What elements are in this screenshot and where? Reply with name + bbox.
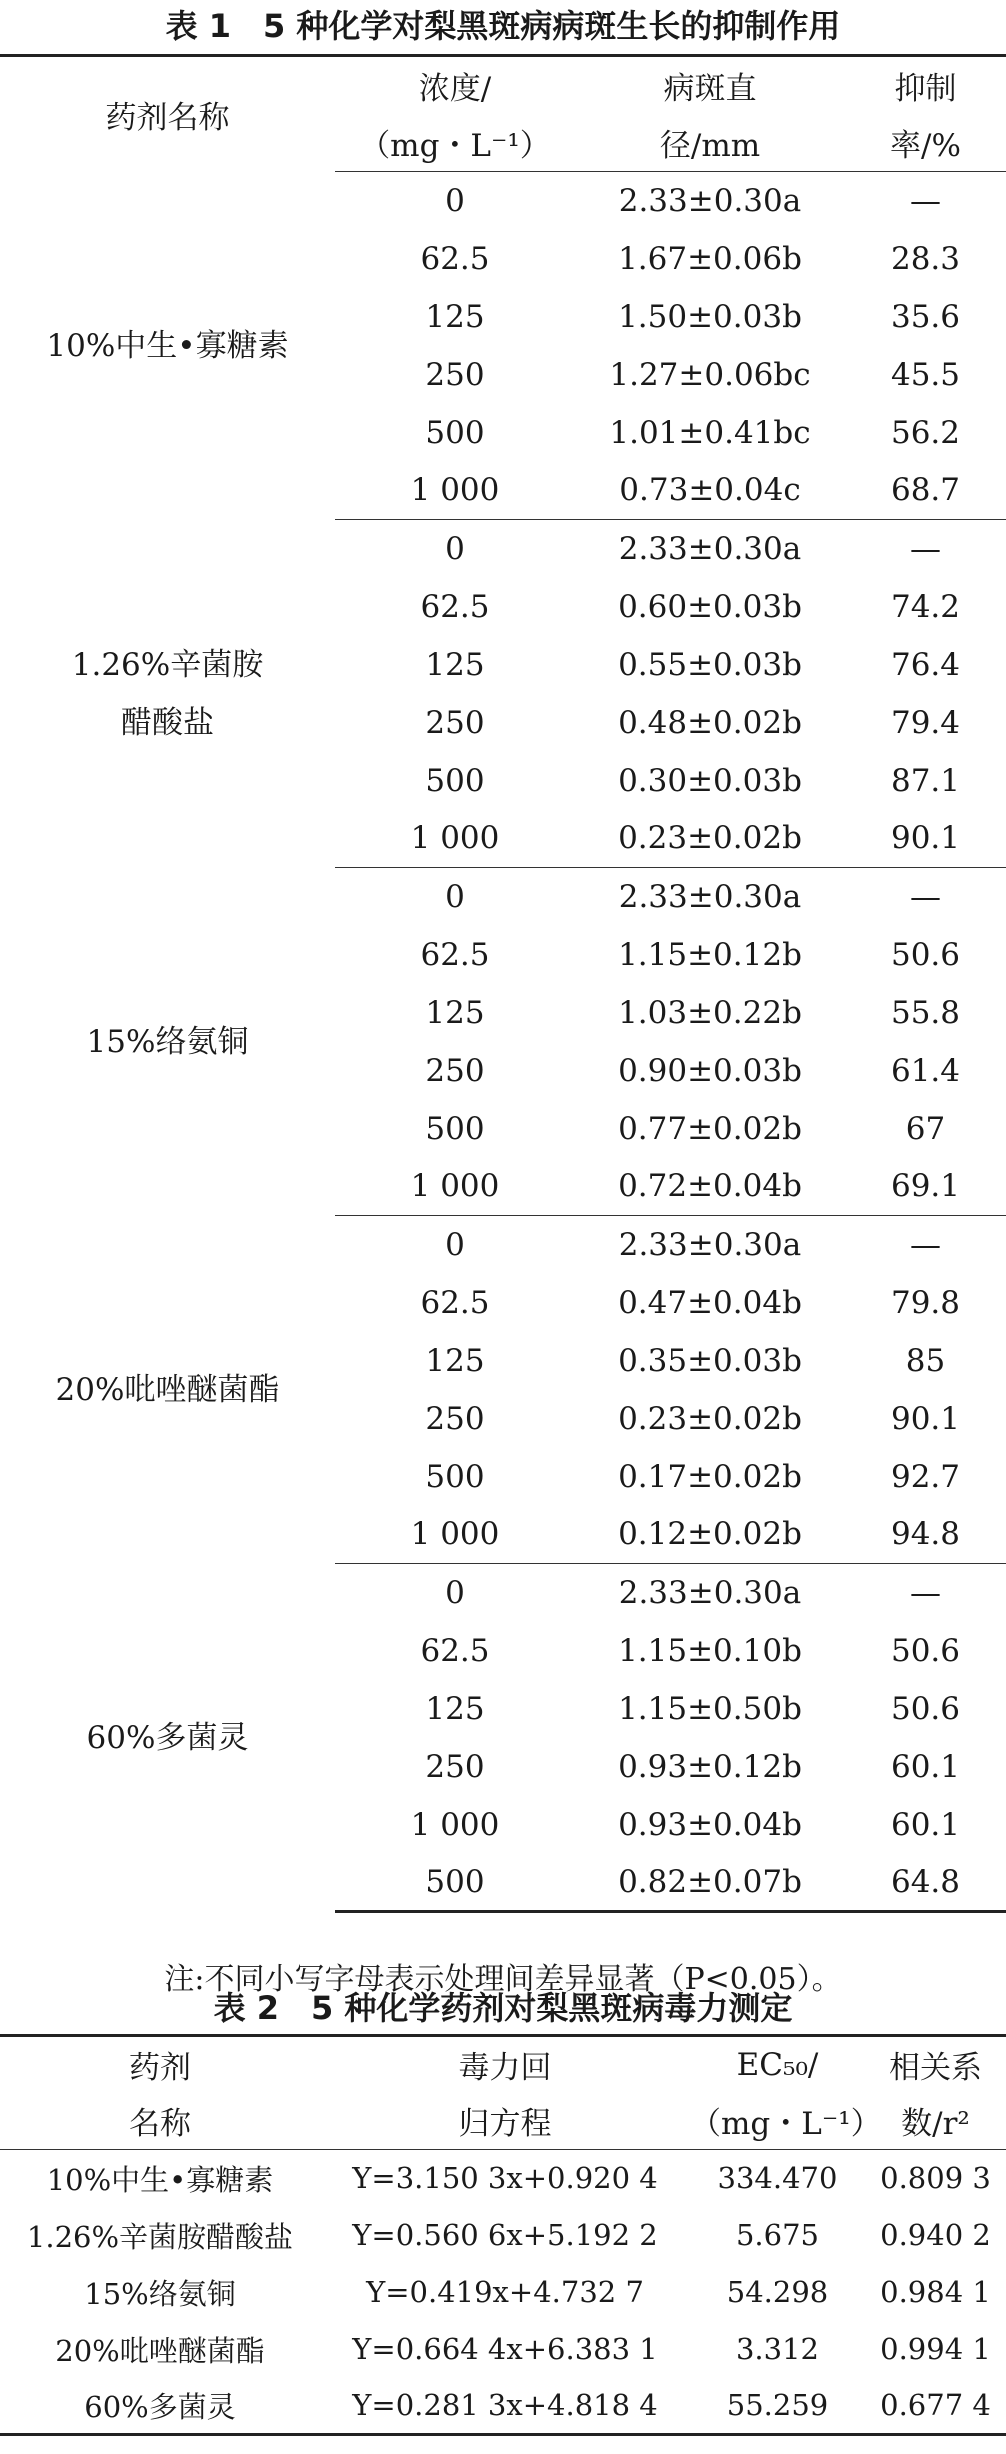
inhibition-cell: — — [910, 182, 941, 219]
ec50-cell: 5.675 — [735, 2218, 820, 2252]
inhibition-cell: 90.1 — [845, 810, 1006, 868]
diameter-cell: 0.93±0.12b — [618, 1748, 802, 1785]
diameter-cell: 0.60±0.03b — [618, 588, 802, 625]
concentration-cell: 500 — [425, 762, 485, 799]
concentration-cell: 0 — [445, 182, 465, 219]
regression-equation-cell: Y=0.664 4x+6.383 1 — [352, 2332, 658, 2366]
diameter-cell: 1.03±0.22b — [618, 994, 802, 1031]
regression-equation-cell: Y=0.560 6x+5.192 2 — [352, 2218, 658, 2252]
table-row — [0, 2150, 1006, 2207]
concentration-cell: 62.5 — [420, 588, 490, 625]
inhibition-cell: 50.6 — [890, 936, 961, 973]
inhibition-cell: 76.4 — [890, 646, 961, 683]
header-concentration: 浓度/ — [335, 56, 575, 114]
header-drug-name: 药剂名称 — [0, 56, 335, 172]
concentration-cell: 500 — [425, 1458, 485, 1495]
ec50-cell: 54.298 — [726, 2275, 829, 2309]
drug-name-cell: 60%多菌灵 — [86, 1719, 249, 1756]
concentration-cell: 1 000 — [335, 1158, 575, 1216]
drug-name-cell: 1.26%辛菌胺醋酸盐 — [26, 2219, 294, 2254]
diameter-cell: 0.12±0.02b — [575, 1506, 845, 1564]
inhibition-cell: 74.2 — [890, 588, 961, 625]
header-ec50-unit: （mg・L⁻¹） — [690, 2093, 865, 2150]
inhibition-cell: 56.2 — [890, 414, 961, 451]
concentration-cell: 0 — [445, 530, 465, 567]
correlation-cell: 0.994 1 — [880, 2332, 991, 2366]
drug-name-cell: 20%吡唑醚菌酯 — [55, 2333, 265, 2368]
diameter-cell: 2.33±0.30a — [618, 530, 802, 567]
ec50-cell: 55.259 — [690, 2378, 865, 2435]
diameter-cell: 0.73±0.04c — [575, 462, 845, 520]
inhibition-cell: 55.8 — [890, 994, 961, 1031]
regression-equation-cell: Y=0.419x+4.732 7 — [366, 2275, 644, 2309]
table-row — [0, 520, 1006, 578]
correlation-cell: 0.809 3 — [880, 2161, 991, 2196]
diameter-cell: 1.15±0.50b — [618, 1690, 802, 1727]
table1-caption: 表 1 5 种化学对梨黑斑病病斑生长的抑制作用 — [165, 7, 841, 45]
table-row — [0, 2378, 1006, 2435]
header-lesion-diameter-unit: 径/mm — [575, 114, 845, 172]
ec50-cell: 3.312 — [735, 2332, 820, 2366]
inhibition-cell: 68.7 — [845, 462, 1006, 520]
concentration-cell: 1 000 — [410, 1806, 500, 1843]
inhibition-cell: 94.8 — [845, 1506, 1006, 1564]
header-lesion-diameter: 病斑直 — [575, 56, 845, 114]
inhibition-cell: 35.6 — [890, 298, 961, 335]
header-concentration-unit: （mg・L⁻¹） — [335, 114, 575, 172]
concentration-cell: 0 — [445, 1574, 465, 1611]
drug-name-cell: 15%络氨铜 — [84, 2276, 236, 2311]
drug-name-cell: 10%中生•寡糖素 — [46, 2162, 274, 2197]
diameter-cell: 0.72±0.04b — [575, 1158, 845, 1216]
inhibition-cell: 85 — [905, 1342, 946, 1379]
diameter-cell: 1.01±0.41bc — [609, 414, 811, 451]
concentration-cell: 0 — [445, 878, 465, 915]
table-row — [0, 868, 1006, 926]
header-inhibition-rate-unit: 率/% — [845, 114, 1006, 172]
inhibition-cell: — — [910, 1226, 941, 1263]
drug-name-cell: 60%多菌灵 — [0, 2378, 320, 2435]
table-row — [0, 172, 1006, 230]
concentration-cell: 1 000 — [335, 810, 575, 868]
concentration-cell: 1 000 — [335, 462, 575, 520]
concentration-cell: 250 — [425, 1052, 485, 1089]
correlation-cell: 0.984 1 — [880, 2275, 991, 2309]
concentration-cell: 62.5 — [420, 240, 490, 277]
ec50-cell: 334.470 — [717, 2161, 838, 2196]
concentration-cell: 500 — [425, 414, 485, 451]
header-correlation-line2: 数/r² — [865, 2093, 1006, 2150]
inhibition-cell: 87.1 — [890, 762, 961, 799]
concentration-cell: 62.5 — [420, 936, 490, 973]
drug-name-cell: 20%吡唑醚菌酯 — [55, 1371, 280, 1408]
diameter-cell: 1.50±0.03b — [618, 298, 802, 335]
header-ec50: EC₅₀/ — [690, 2036, 865, 2093]
table1-note: 注:不同小写字母表示处理间差异显著（P<0.05）。 — [164, 1962, 842, 1997]
regression-equation-cell: Y=3.150 3x+0.920 4 — [352, 2161, 658, 2196]
diameter-cell: 0.23±0.02b — [618, 1400, 802, 1437]
inhibition-cell: 79.8 — [890, 1284, 961, 1321]
diameter-cell: 0.77±0.02b — [618, 1110, 802, 1147]
inhibition-cell: — — [910, 878, 941, 915]
inhibition-cell: 60.1 — [890, 1748, 961, 1785]
correlation-cell: 0.940 2 — [880, 2218, 991, 2252]
inhibition-cell: 69.1 — [845, 1158, 1006, 1216]
diameter-cell: 0.82±0.07b — [575, 1854, 845, 1912]
concentration-cell: 0 — [445, 1226, 465, 1263]
drug-name-cell: 1.26%辛菌胺醋酸盐 — [71, 646, 264, 741]
header-regression: 毒力回 — [320, 2036, 690, 2093]
inhibition-cell: 64.8 — [845, 1854, 1006, 1912]
inhibition-cell: 28.3 — [890, 240, 961, 277]
concentration-cell: 500 — [335, 1854, 575, 1912]
diameter-cell: 1.67±0.06b — [618, 240, 802, 277]
concentration-cell: 250 — [425, 704, 485, 741]
header-regression-line2: 归方程 — [320, 2093, 690, 2150]
table2-caption: 表 2 5 种化学药剂对梨黑斑病毒力测定 — [213, 1989, 793, 2027]
header-correlation: 相关系 — [865, 2036, 1006, 2093]
inhibition-cell: 50.6 — [890, 1632, 961, 1669]
inhibition-cell: 92.7 — [890, 1458, 961, 1495]
concentration-cell: 500 — [425, 1110, 485, 1147]
diameter-cell: 2.33±0.30a — [618, 1574, 802, 1611]
diameter-cell: 2.33±0.30a — [618, 1226, 802, 1263]
inhibition-cell: — — [910, 1574, 941, 1611]
diameter-cell: 2.33±0.30a — [618, 182, 802, 219]
diameter-cell: 2.33±0.30a — [618, 878, 802, 915]
diameter-cell: 0.17±0.02b — [618, 1458, 802, 1495]
diameter-cell: 0.90±0.03b — [618, 1052, 802, 1089]
concentration-cell: 125 — [425, 1342, 485, 1379]
inhibition-cell: 60.1 — [890, 1806, 961, 1843]
inhibition-cell: 50.6 — [890, 1690, 961, 1727]
concentration-cell: 250 — [425, 1400, 485, 1437]
regression-equation-cell: Y=0.281 3x+4.818 4 — [320, 2378, 690, 2435]
table-row — [0, 1564, 1006, 1622]
diameter-cell: 0.93±0.04b — [618, 1806, 802, 1843]
table-row — [0, 2264, 1006, 2321]
header-inhibition-rate: 抑制 — [845, 56, 1006, 114]
concentration-cell: 125 — [425, 994, 485, 1031]
table-row — [0, 2207, 1006, 2264]
inhibition-cell: 67 — [905, 1110, 946, 1147]
concentration-cell: 250 — [425, 1748, 485, 1785]
diameter-cell: 0.23±0.02b — [575, 810, 845, 868]
concentration-cell: 250 — [425, 356, 485, 393]
inhibition-cell: 61.4 — [890, 1052, 961, 1089]
diameter-cell: 1.15±0.12b — [618, 936, 802, 973]
diameter-cell: 1.27±0.06bc — [609, 356, 811, 393]
inhibition-cell: 79.4 — [890, 704, 961, 741]
table-row — [0, 2321, 1006, 2378]
table-row — [0, 1216, 1006, 1274]
concentration-cell: 1 000 — [335, 1506, 575, 1564]
diameter-cell: 1.15±0.10b — [618, 1632, 802, 1669]
header-drug-line2: 名称 — [0, 2093, 320, 2150]
drug-name-cell: 15%络氨铜 — [86, 1023, 249, 1060]
concentration-cell: 125 — [425, 1690, 485, 1727]
concentration-cell: 62.5 — [420, 1632, 490, 1669]
inhibition-cell: 45.5 — [890, 356, 961, 393]
table1 — [0, 54, 1006, 1913]
correlation-cell: 0.677 4 — [865, 2378, 1006, 2435]
inhibition-cell: — — [910, 530, 941, 567]
diameter-cell: 0.47±0.04b — [618, 1284, 802, 1321]
drug-name-cell: 10%中生•寡糖素 — [46, 327, 289, 364]
concentration-cell: 125 — [425, 298, 485, 335]
diameter-cell: 0.48±0.02b — [618, 704, 802, 741]
table2 — [0, 2034, 1006, 2436]
concentration-cell: 125 — [425, 646, 485, 683]
diameter-cell: 0.55±0.03b — [618, 646, 802, 683]
inhibition-cell: 90.1 — [890, 1400, 961, 1437]
diameter-cell: 0.35±0.03b — [618, 1342, 802, 1379]
diameter-cell: 0.30±0.03b — [618, 762, 802, 799]
header-drug: 药剂 — [0, 2036, 320, 2093]
concentration-cell: 62.5 — [420, 1284, 490, 1321]
